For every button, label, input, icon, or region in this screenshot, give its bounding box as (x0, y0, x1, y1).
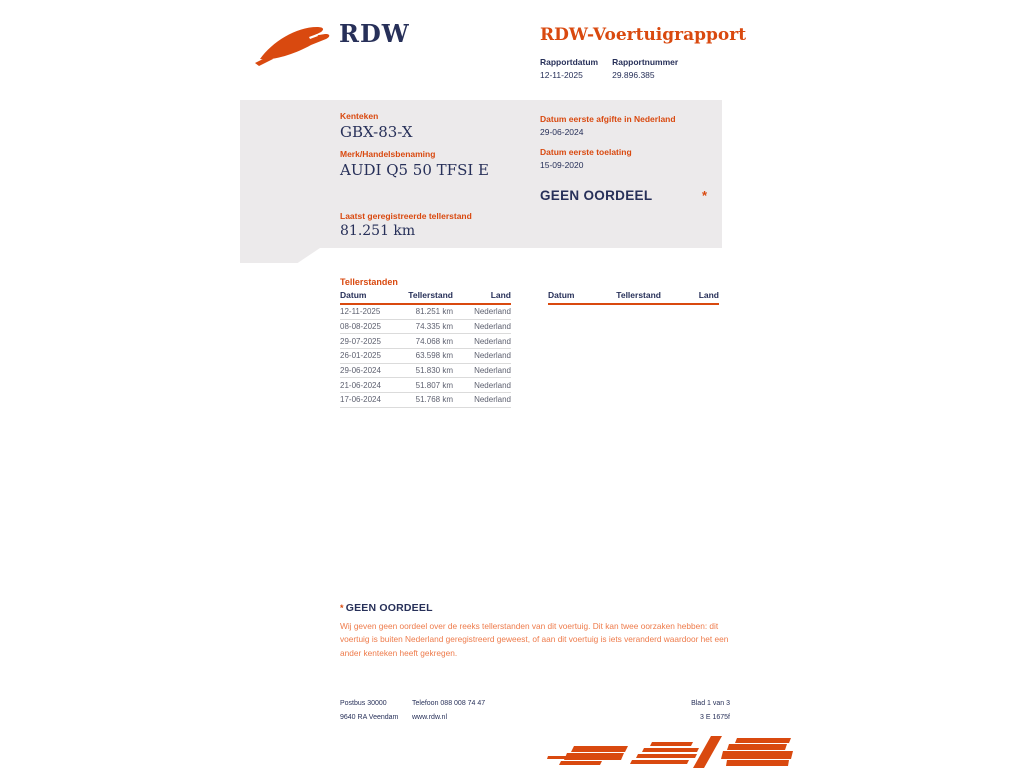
table-row (340, 393, 511, 408)
footer-address-line1: Postbus 30000 (340, 700, 387, 707)
vehicle-summary-card-tab (240, 248, 320, 263)
kenteken-field (340, 111, 413, 141)
footnote-asterisk: * (340, 603, 344, 613)
cell-tellerstand: 51.768 km (415, 395, 453, 405)
oordeel-asterisk: * (702, 188, 708, 203)
merk-field (340, 149, 489, 179)
tellerstand-field (340, 211, 472, 239)
cell-datum: 26-01-2025 (340, 351, 381, 361)
cell-tellerstand: 81.251 km (415, 307, 453, 317)
cell-land: Nederland (474, 322, 511, 332)
col-tellerstand: Tellerstand (616, 290, 661, 300)
footer-form-number: 3 E 1675f (700, 714, 730, 721)
table-row (340, 349, 511, 364)
cell-datum: 17-06-2024 (340, 395, 381, 405)
cell-datum: 29-06-2024 (340, 366, 381, 376)
toelating-label: Datum eerste toelating (540, 147, 632, 157)
merk-label: Merk/Handelsbenaming (340, 149, 436, 159)
cell-datum: 21-06-2024 (340, 380, 381, 390)
table-row (340, 378, 511, 393)
report-date-label: Rapportdatum (540, 57, 599, 67)
tellerstanden-title: Tellerstanden (340, 277, 398, 287)
oordeel-footnote (340, 602, 734, 660)
cell-land: Nederland (474, 351, 511, 361)
cell-tellerstand: 51.830 km (415, 366, 453, 376)
toelating-value: 15-09-2020 (540, 160, 584, 170)
footer-website: www.rdw.nl (412, 714, 448, 721)
footer-address-line2: 9640 RA Veendam (340, 714, 399, 721)
page-title: RDW-Voertuigrapport (540, 25, 747, 45)
table-row (340, 320, 511, 335)
footnote-heading (340, 602, 734, 614)
footer-row (340, 714, 730, 721)
footer-row (340, 700, 730, 707)
footer-phone: Telefoon 088 008 74 47 (412, 700, 486, 707)
cell-land: Nederland (474, 366, 511, 376)
table-header (340, 290, 511, 305)
toelating-field (540, 147, 632, 170)
cell-datum: 29-07-2025 (340, 336, 381, 346)
report-meta (540, 57, 678, 80)
col-land: Land (490, 290, 511, 300)
rdw-logo-text: RDW (339, 19, 410, 48)
table-row (340, 334, 511, 349)
cell-land: Nederland (474, 395, 511, 405)
kenteken-value: GBX-83-X (340, 123, 413, 141)
col-tellerstand: Tellerstand (408, 290, 453, 300)
col-land: Land (698, 290, 719, 300)
table-row (340, 305, 511, 320)
footnote-body: Wij geven geen oordeel over de reeks tellerstanden van dit voertuig. Dit kan twee oorzaken hebben: dit voertuig is buiten Nederland geregistreerd geweest, of aan dit voertuig is iets veranderd waardoor het een ander kenteken heeft gekregen. (340, 621, 729, 658)
report-number-block (612, 57, 678, 80)
rdw-wing-logo-icon (254, 22, 334, 67)
tellerstanden-table-right (548, 290, 719, 305)
rdw-wing-fragment-icon (540, 735, 796, 768)
report-date-value: 12-11-2025 (540, 70, 583, 80)
table-row (340, 364, 511, 379)
report-number-label: Rapportnummer (612, 57, 679, 67)
tellerstand-value: 81.251 km (340, 223, 416, 239)
cell-land: Nederland (474, 336, 511, 346)
merk-value: AUDI Q5 50 TFSI E (340, 161, 489, 179)
report-number-value: 29.896.385 (612, 70, 655, 80)
kenteken-label: Kenteken (340, 111, 379, 121)
cell-datum: 12-11-2025 (340, 307, 381, 317)
table-header (548, 290, 719, 305)
cell-tellerstand: 74.335 km (415, 322, 453, 332)
footer-page-number: Blad 1 van 3 (691, 700, 730, 707)
tellerstanden-table-left (340, 290, 511, 408)
cell-tellerstand: 63.598 km (415, 351, 453, 361)
cell-tellerstand: 74.068 km (415, 336, 453, 346)
footnote-heading-text: GEEN OORDEEL (345, 602, 433, 614)
col-datum: Datum (548, 290, 575, 300)
cell-tellerstand: 51.807 km (415, 380, 453, 390)
afgifte-label: Datum eerste afgifte in Nederland (540, 114, 676, 124)
report-date-block (540, 57, 598, 80)
afgifte-value: 29-06-2024 (540, 127, 584, 137)
cell-land: Nederland (474, 307, 511, 317)
cell-land: Nederland (474, 380, 511, 390)
afgifte-field (540, 114, 676, 137)
oordeel-status: GEEN OORDEEL (540, 188, 653, 203)
cell-datum: 08-08-2025 (340, 322, 381, 332)
page-footer (340, 700, 730, 728)
col-datum: Datum (340, 290, 367, 300)
tellerstand-label: Laatst geregistreerde tellerstand (340, 211, 472, 221)
